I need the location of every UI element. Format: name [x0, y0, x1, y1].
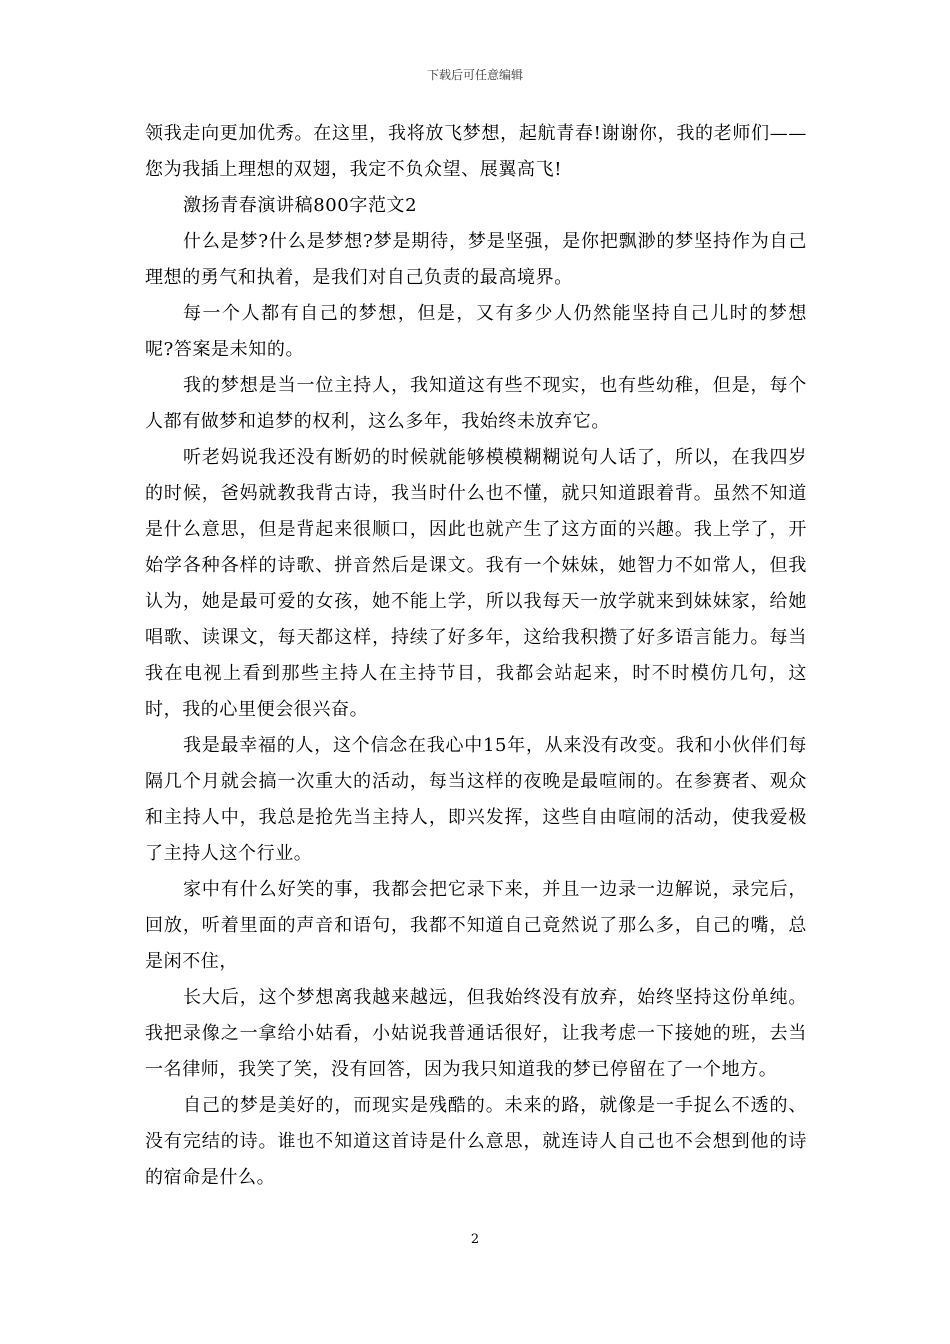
page-number: 2 [470, 1232, 480, 1247]
page-header: 下载后可任意编辑 [426, 68, 523, 82]
section-heading: 激扬青春演讲稿800字范文2 [183, 195, 418, 216]
paragraph: 我的梦想是当一位主持人，我知道这有些不现实，也有些幼稚，但是，每个人都有做梦和追梦的权利，这么多年，我始终未放弃它。 [145, 375, 807, 432]
paragraph: 我是最幸福的人，这个信念在我心中15年，从来没有改变。我和小伙伴们每隔几个月就会搞一次重大的活动，每当这样的夜晚是最喧闹的。在参赛者、观众和主持人中，我总是抢先当主持人，即兴发挥，这些自由喧闹的活动，使我爱极了主持人这个行业。 [145, 735, 807, 864]
paragraph: 每一个人都有自己的梦想，但是，又有多少人仍然能坚持自己儿时的梦想呢?答案是未知的。 [145, 303, 807, 360]
document-body [145, 116, 807, 1196]
paragraph: 自己的梦是美好的，而现实是残酷的。未来的路，就像是一手捉么不透的、没有完结的诗。谁也不知道这首诗是什么意思，就连诗人自己也不会想到他的诗的宿命是什么。 [145, 1095, 807, 1188]
paragraph: 长大后，这个梦想离我越来越远，但我始终没有放弃，始终坚持这份单纯。我把录像之一拿给小姑看，小姑说我普通话很好，让我考虑一下接她的班，去当一名律师，我笑了笑，没有回答，因为我只知道我的梦已停留在了一个地方。 [145, 987, 807, 1080]
paragraph-continuation: 领我走向更加优秀。在这里，我将放飞梦想，起航青春!谢谢你，我的老师们——您为我插上理想的双翅，我定不负众望、展翼高飞! [145, 123, 807, 180]
paragraph: 什么是梦?什么是梦想?梦是期待，梦是坚强，是你把飘渺的梦坚持作为自己理想的勇气和执着，是我们对自己负责的最高境界。 [145, 231, 807, 288]
paragraph: 家中有什么好笑的事，我都会把它录下来，并且一边录一边解说，录完后，回放，听着里面的声音和语句，我都不知道自己竟然说了那么多，自己的嘴，总是闲不住， [145, 879, 807, 972]
paragraph: 听老妈说我还没有断奶的时候就能够模模糊糊说句人话了，所以，在我四岁的时候，爸妈就教我背古诗，我当时什么也不懂，就只知道跟着背。虽然不知道是什么意思，但是背起来很顺口，因此也就产生了这方面的兴趣。我上学了，开始学各种各样的诗歌、拼音然后是课文。我有一个妹妹，她智力不如常人，但我认为，她是最可爱的女孩，她不能上学，所以我每天一放学就来到妹妹家，给她唱歌、读课文，每天都这样，持续了好多年，这给我积攒了好多语言能力。每当我在电视上看到那些主持人在主持节目，我都会站起来，时不时模仿几句，这时，我的心里便会很兴奋。 [145, 447, 807, 720]
